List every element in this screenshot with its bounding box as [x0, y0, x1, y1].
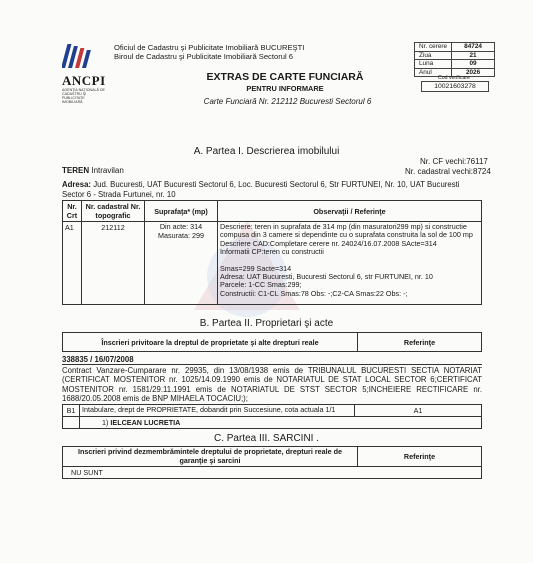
charges-col-entries: Inscrieri privind dezmembrămintele dreptului de proprietate, drepturi reale de garanţie şi sarcini [63, 447, 358, 467]
document-title: EXTRAS DE CARTE FUNCIARĂ [206, 71, 364, 83]
verification-code-label: Cod verificare [437, 75, 470, 81]
meta-row [415, 51, 495, 60]
ownership-col-ref: Referinţe [358, 333, 482, 352]
entry-text: Intabulare, drept de PROPRIETATE, dobandit prin Succesiune, cota actuala 1/1 [80, 405, 355, 417]
address-text: Jud. Bucuresti, UAT Bucuresti Sectorul 6, Loc. Bucuresti Sectorul 6, Str FURTUNEI, Nr. 10, UAT Bucuresti Sector 6 - Strada Furtunei, nr. 10 [62, 180, 460, 199]
suprafata-din-acte: Din acte: 314 [159, 222, 203, 231]
owner-spacer [63, 417, 80, 429]
part-a-heading: A. Partea I. Descrierea imobilului [193, 146, 340, 157]
office-line-1: Oficiul de Cadastru şi Publicitate Imobiliară BUCUREŞTI [114, 43, 305, 52]
meta-label: Ziua [415, 51, 452, 60]
document-subtitle: PENTRU INFORMARE [246, 84, 324, 93]
row-suprafata [145, 222, 218, 305]
property-address [62, 180, 482, 199]
charges-row [63, 467, 482, 479]
property-header-row [63, 201, 482, 222]
owner-name: IELCEAN LUCRETIA [110, 418, 181, 427]
land-type-bold: TEREN [62, 166, 90, 175]
agency-subtitle: AGENŢIA NAŢIONALĂ DE CADASTRU ŞI PUBLICITATE IMOBILIARĂ [62, 88, 105, 104]
row-crt: A1 [63, 222, 82, 305]
obs-line: Adresa: UAT Bucuresti, Bucuresti Sectorul 6, str FURTUNEI, nr. 10 [220, 272, 433, 282]
address-label: Adresa: [62, 180, 92, 189]
owner-cell [80, 417, 482, 429]
property-row [63, 222, 482, 305]
part-b-heading: B. Partea II. Proprietari şi acte [199, 318, 334, 329]
cadastral-vechi: Nr. cadastral vechi:8724 [405, 167, 491, 176]
header-observatii: Observaţii / Referinţe [218, 201, 482, 222]
charges-col-ref: Referinţe [358, 447, 482, 467]
owner-row [63, 417, 482, 429]
meta-label: Anul [415, 68, 452, 77]
obs-line: Smas=299 Sacte=314 [220, 263, 292, 273]
meta-label: Luna [415, 60, 452, 69]
header-suprafata: Suprafaţa* (mp) [145, 201, 218, 222]
entry-id: B1 [63, 405, 80, 417]
header-nr-crt: Nr. Crt [63, 201, 82, 222]
meta-value: 21 [452, 51, 495, 60]
carte-funciara-number: Carte Funciară Nr. 212112 Bucuresti Sectorul 6 [203, 97, 372, 106]
contract-text: Contract Vanzare-Cumparare nr. 29935, din 13/08/1938 emis de TRIBUNALUL BUCURESTI SECTIA NOTARIAT (CERTIFICAT MOSTENITOR nr. 1025/14.09.1990 emis de NOTARIATUL DE STAT LOCAL SECTOR 6;CERTIFICAT MOSTENITOR nr. 1581/29.11.1991 emis de NOTARIATUL DE STST SECTOR 5;INCHEIERE RECTIFICARE nr. 1688/20.05.2008 emis de BNP MIHAELA TOCACIU;); [62, 366, 482, 404]
meta-row [415, 43, 495, 52]
agency-acronym: ANCPI [62, 73, 106, 88]
cf-vechi: Nr. CF vechi:76117 [420, 157, 488, 166]
property-table [62, 200, 482, 305]
meta-value: 09 [452, 60, 495, 69]
ownership-entry-table [62, 404, 482, 429]
row-observatii [218, 222, 482, 305]
obs-line: Descriere: teren in suprafata de 314 mp (din masuratori299 mp) si constructie compusa din 3 camere si dependinte cu o suprafata construita la sol de 100 mp [220, 222, 473, 240]
registration-divider [62, 364, 482, 365]
charges-table [62, 446, 482, 479]
charges-value: NU SUNT [63, 467, 482, 479]
registration-number: 338835 / 16/07/2008 [62, 355, 134, 364]
owner-number: 1) [102, 418, 109, 427]
verification-code: 10021603278 [421, 81, 489, 92]
meta-value: 2026 [452, 68, 495, 77]
office-line-2: Biroul de Cadastru şi Publicitate Imobiliară Sectorul 6 [114, 52, 293, 61]
obs-line: Constructii: C1-CL Smas:78 Obs: -;C2-CA Smas:22 Obs: -; [220, 288, 408, 298]
land-type-rest: Intravilan [89, 166, 124, 175]
suprafata-masurata: Masurata: 299 [158, 230, 204, 240]
obs-line: Informatii CP:teren cu constructii [220, 247, 324, 257]
ownership-header-table [62, 332, 482, 352]
request-meta-table [414, 42, 495, 77]
meta-value: 84724 [452, 43, 495, 52]
ownership-entry-row [63, 405, 482, 417]
ownership-col-entries: Înscrieri privitoare la dreptul de proprietate şi alte drepturi reale [63, 333, 358, 352]
row-cadastral: 212112 [82, 222, 145, 305]
part-c-heading: C. Partea III. SARCINI . [213, 433, 320, 444]
ancpi-logo-icon [62, 42, 102, 76]
meta-row [415, 60, 495, 69]
office-name [114, 43, 304, 61]
charges-header-row [63, 447, 482, 467]
meta-label: Nr. cerere [415, 43, 452, 52]
ownership-header-row [63, 333, 482, 352]
header-cadastral: Nr. cadastral Nr. topografic [82, 201, 145, 222]
obs-line: Parcele: 1-CC Smas:299; [220, 280, 302, 290]
entry-ref: A1 [355, 405, 482, 417]
obs-line: Descriere CAD:Completare cerere nr. 24024/16.07.2008 SActe=314 [220, 238, 437, 248]
land-type [62, 166, 124, 175]
